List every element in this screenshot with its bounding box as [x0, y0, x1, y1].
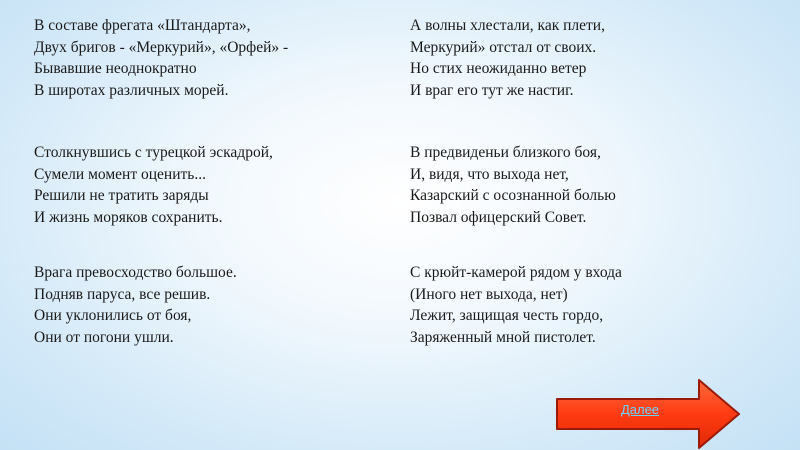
stanza-line: Но стих неожиданно ветер	[410, 60, 587, 77]
stanza-line: Врага превосходство большое.	[34, 264, 237, 281]
stanza-line: Сумели момент оценить...	[34, 165, 206, 183]
stanza-line: Позвал офицерский Совет.	[410, 208, 587, 226]
stanza-1	[34, 15, 288, 101]
stanza-line: Меркурий» отстал от своих.	[410, 38, 597, 56]
stanza-line: А волны хлестали, как плети,	[410, 17, 605, 34]
stanza-line: Столкнувшись с турецкой эскадрой,	[34, 144, 273, 161]
stanza-line: Решили не тратить заряды	[34, 187, 209, 204]
stanza-line: И жизнь моряков сохранить.	[34, 208, 223, 226]
stanza-line: В предвиденьи близкого боя,	[410, 144, 601, 161]
stanza-line: Бывавшие неоднократно	[34, 60, 197, 77]
stanza-line: Они от погони ушли.	[34, 328, 174, 346]
stanza-line: Лежит, защищая честь гордо,	[410, 307, 604, 324]
stanza-line: С крюйт-камерой рядом у входа	[410, 264, 622, 281]
stanza-line: И враг его тут же настиг.	[410, 81, 574, 99]
stanza-line: Они уклонились от боя,	[34, 307, 192, 324]
stanza-line: (Иного нет выхода, нет)	[410, 285, 568, 303]
stanza-line: Казарский с осознанной болью	[410, 187, 616, 204]
stanza-5	[410, 142, 616, 228]
stanza-line: Подняв паруса, все решив.	[34, 285, 211, 303]
stanza-3	[34, 262, 237, 348]
stanza-line: В широтах различных морей.	[34, 81, 229, 99]
stanza-2	[34, 142, 273, 228]
next-slide-label[interactable]: Далее	[620, 402, 660, 417]
stanza-6	[410, 262, 622, 348]
stanza-line: Двух бригов - «Меркурий», «Орфей» -	[34, 38, 289, 56]
stanza-line: И, видя, что выхода нет,	[410, 165, 569, 183]
stanza-4	[410, 15, 605, 101]
stanza-line: Заряженный мной пистолет.	[410, 328, 596, 346]
stanza-line: В составе фрегата «Штандарта»,	[34, 17, 251, 34]
next-slide-button[interactable]	[555, 378, 741, 450]
